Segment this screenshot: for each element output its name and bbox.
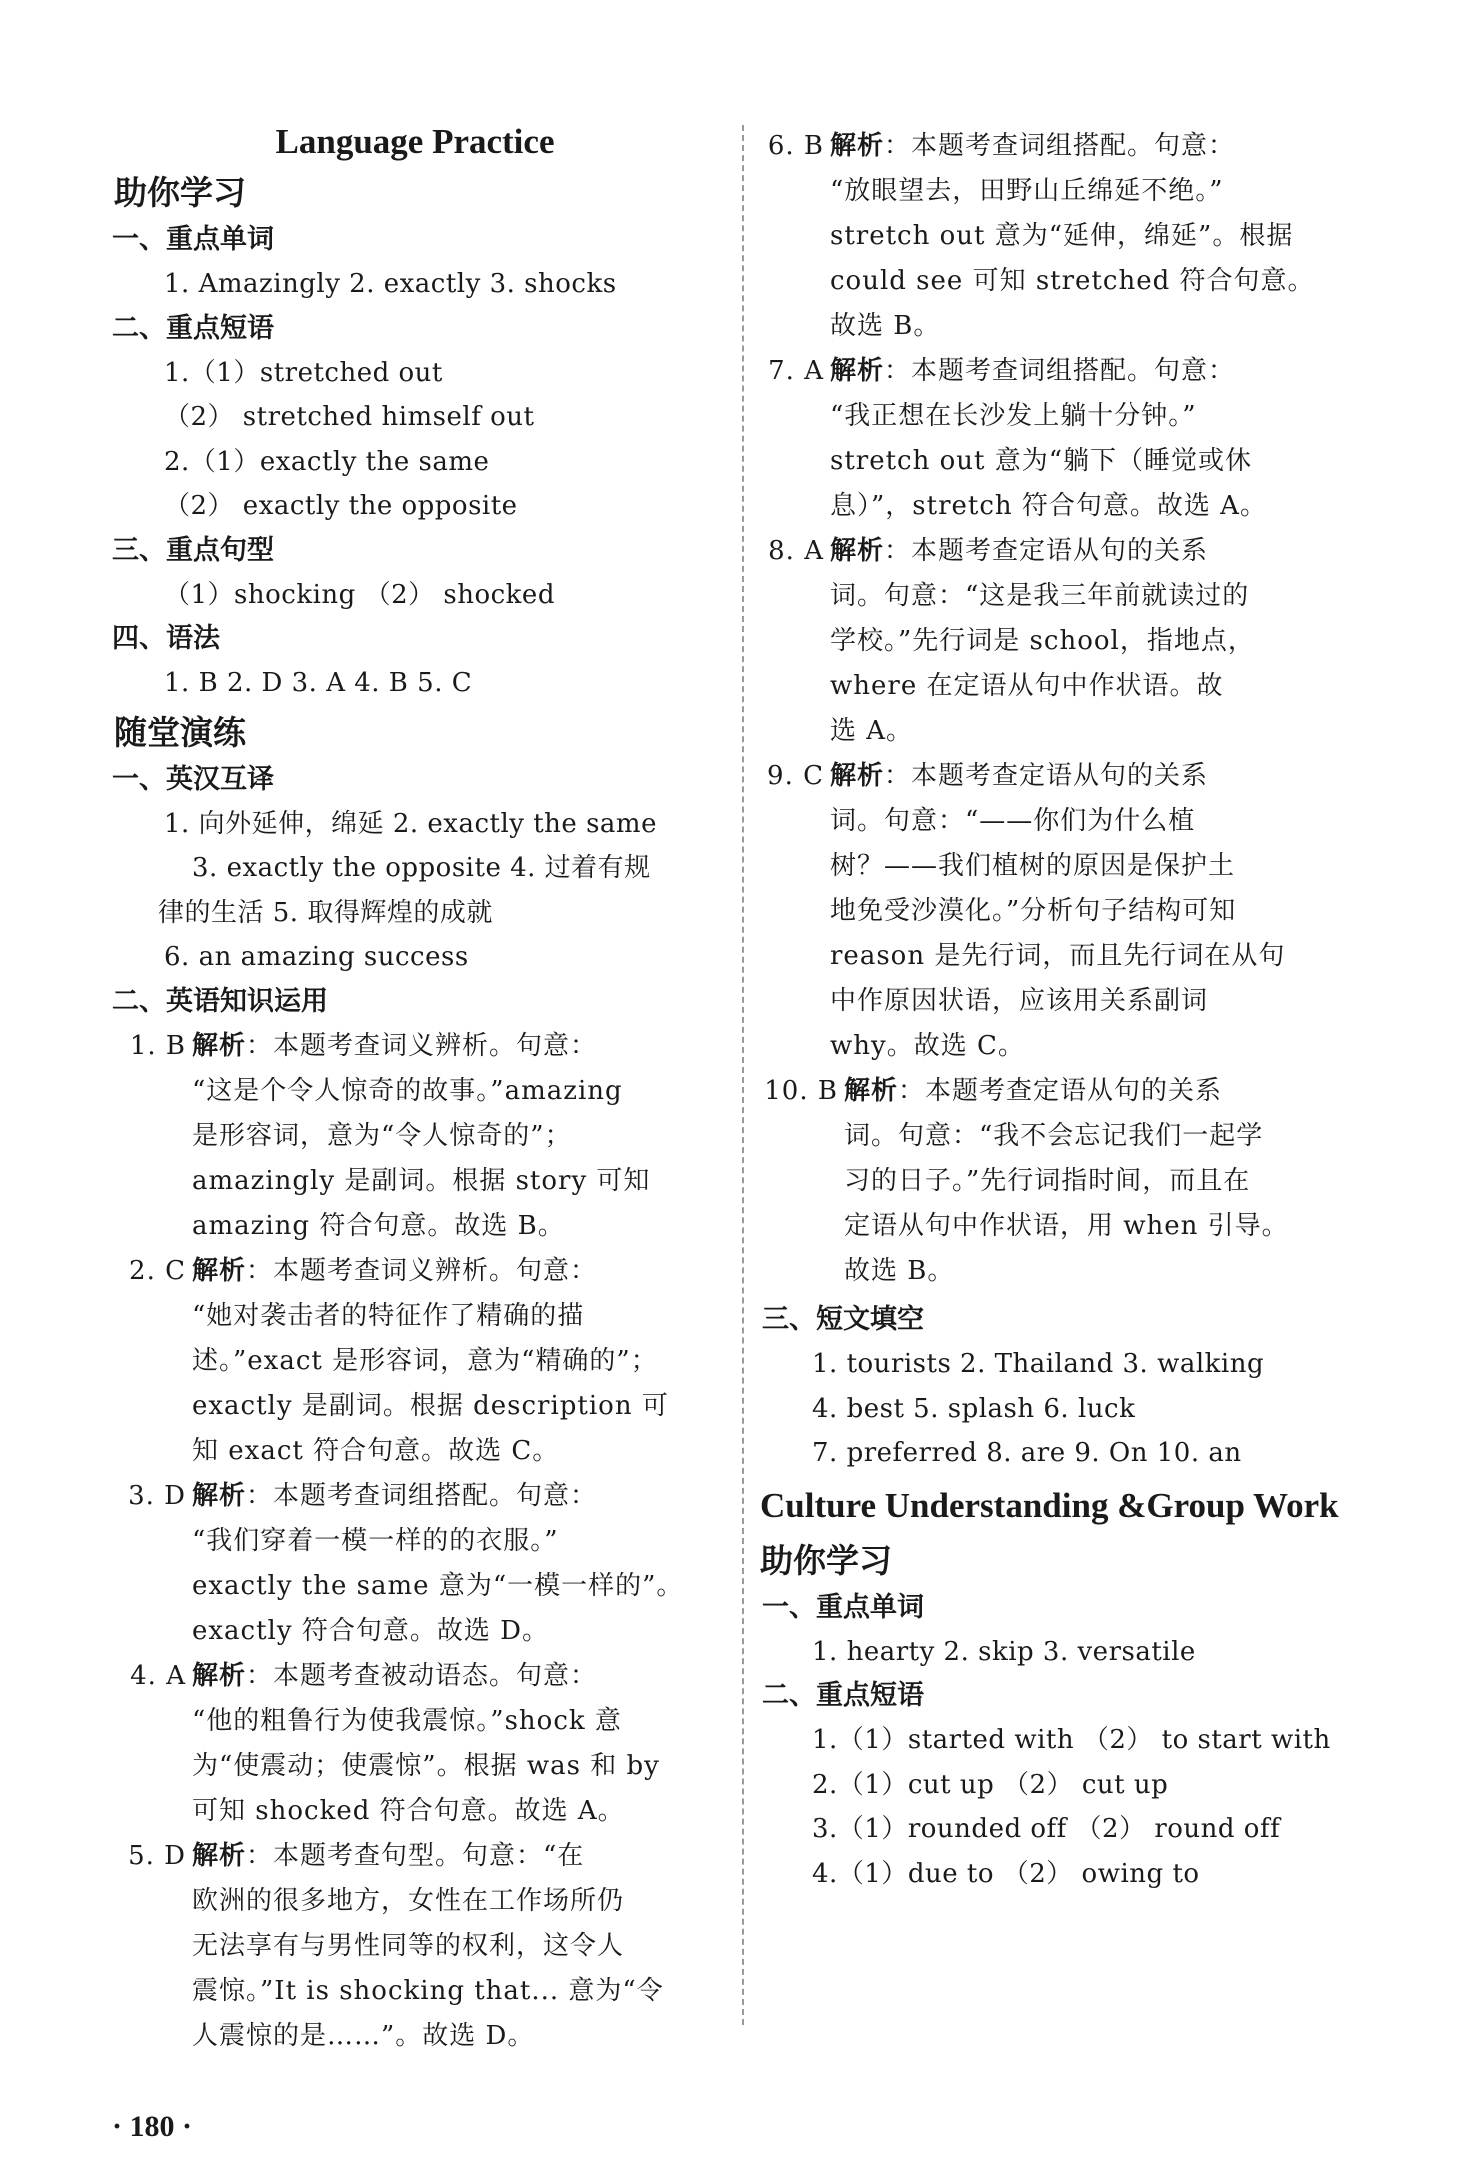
item-number: 9. C bbox=[767, 761, 824, 791]
answer-line: 3. exactly the opposite 4. 过着有规 bbox=[192, 853, 651, 883]
answer-line: 2.（1）exactly the same bbox=[164, 446, 490, 477]
explanation-text: 故选 B。 bbox=[830, 311, 941, 341]
heading-translation: 一、英汉互译 bbox=[112, 763, 274, 795]
explanation-item bbox=[110, 1024, 710, 1249]
explanation-item bbox=[760, 529, 1360, 754]
explanation-text: 无法享有与男性同等的权利，这令人 bbox=[192, 1930, 625, 1961]
column-divider bbox=[742, 125, 744, 2025]
analysis-label: 解析 bbox=[192, 1660, 247, 1691]
explanation-text: 定语从句中作状语，用 when 引导。 bbox=[844, 1211, 1289, 1241]
right-column bbox=[760, 124, 1360, 1896]
analysis-label: 解析 bbox=[192, 1030, 247, 1061]
explanation-text: 息）”，stretch 符合句意。故选 A。 bbox=[830, 491, 1267, 521]
explanation-text: 中作原因状语，应该用关系副词 bbox=[830, 986, 1209, 1016]
explanation-text: ：本题考查词义辨析。句意： bbox=[246, 1030, 598, 1061]
explanation-text: 欧洲的很多地方，女性在工作场所仍 bbox=[192, 1885, 625, 1916]
item-number: 3. D bbox=[128, 1480, 186, 1511]
item-number: 1. B bbox=[129, 1030, 186, 1061]
answer-line: 1. tourists 2. Thailand 3. walking bbox=[812, 1349, 1265, 1379]
explanation-text: ：本题考查词组搭配。句意： bbox=[246, 1480, 598, 1511]
explanation-text: 词。句意：“——你们为什么植 bbox=[830, 806, 1196, 836]
explanation-item bbox=[110, 1834, 710, 2059]
answer-line: 4.（1）due to （2） owing to bbox=[812, 1858, 1200, 1889]
page-number: · 180 · bbox=[112, 2110, 193, 2143]
explanation-item bbox=[110, 1654, 710, 1834]
explanation-text: exactly 是副词。根据 description 可 bbox=[192, 1390, 669, 1421]
explanation-text: 词。句意：“这是我三年前就读过的 bbox=[830, 581, 1250, 611]
item-number: 8. A bbox=[768, 536, 824, 566]
analysis-label: 解析 bbox=[192, 1840, 247, 1871]
answer-line: （1）shocking （2） shocked bbox=[164, 579, 555, 610]
explanation-text: ：本题考查词组搭配。句意： bbox=[884, 131, 1236, 161]
heading-passage-fill: 三、短文填空 bbox=[762, 1304, 924, 1335]
explanation-text: why。故选 C。 bbox=[830, 1031, 1025, 1061]
answer-line: 1.（1）started with （2） to start with bbox=[812, 1725, 1331, 1755]
answer-line: 3.（1）rounded off （2） round off bbox=[812, 1814, 1281, 1844]
explanation-text: ：本题考查定语从句的关系 bbox=[884, 761, 1209, 791]
explanation-text: 地免受沙漠化。”分析句子结构可知 bbox=[830, 896, 1237, 926]
explanation-text: reason 是先行词，而且先行词在从句 bbox=[830, 941, 1286, 971]
explanation-item bbox=[760, 1069, 1360, 1294]
explanation-text: 知 exact 符合句意。故选 C。 bbox=[192, 1435, 560, 1466]
explanation-text: “放眼望去，田野山丘绵延不绝。” bbox=[830, 176, 1224, 206]
analysis-label: 解析 bbox=[844, 1076, 899, 1106]
answer-line: （2） exactly the opposite bbox=[164, 491, 518, 521]
explanation-text: ：本题考查词义辨析。句意： bbox=[246, 1255, 598, 1286]
heading-grammar: 四、语法 bbox=[112, 623, 220, 654]
analysis-label: 解析 bbox=[192, 1255, 247, 1286]
answer-line: （2） stretched himself out bbox=[164, 402, 535, 432]
explanation-text: “她对袭击者的特征作了精确的描 bbox=[192, 1300, 585, 1331]
explanation-text: “他的粗鲁行为使我震惊。”shock 意 bbox=[192, 1705, 622, 1736]
answer-line: 1. hearty 2. skip 3. versatile bbox=[812, 1636, 1196, 1667]
explanation-text: 震惊。”It is shocking that... 意为“令 bbox=[192, 1975, 664, 2006]
section-title-culture-understanding: Culture Understanding &Group Work bbox=[760, 1485, 1339, 1525]
explanation-text: 词。句意：“我不会忘记我们一起学 bbox=[844, 1121, 1264, 1151]
explanation-text: “我正想在长沙发上躺十分钟。” bbox=[830, 401, 1197, 431]
explanation-text: 选 A。 bbox=[830, 716, 914, 746]
heading-key-sentences: 三、重点句型 bbox=[112, 534, 274, 566]
explanation-text: amazing 符合句意。故选 B。 bbox=[192, 1210, 565, 1241]
explanation-text: where 在定语从句中作状语。故 bbox=[830, 671, 1224, 701]
heading-class-practice: 随堂演练 bbox=[114, 712, 246, 752]
left-column bbox=[110, 118, 710, 2059]
heading-key-phrases: 二、重点短语 bbox=[762, 1680, 924, 1711]
heading-study-help: 助你学习 bbox=[114, 173, 246, 212]
heading-study-help: 助你学习 bbox=[760, 1540, 892, 1580]
explanation-text: 人震惊的是……”。故选 D。 bbox=[192, 2020, 535, 2051]
heading-key-words: 一、重点单词 bbox=[762, 1591, 924, 1623]
explanation-text: stretch out 意为“延伸，绵延”。根据 bbox=[830, 221, 1294, 251]
explanation-text: ：本题考查句型。句意：“在 bbox=[246, 1840, 585, 1871]
analysis-label: 解析 bbox=[830, 356, 885, 386]
heading-key-phrases: 二、重点短语 bbox=[112, 312, 274, 344]
answer-line: 1. B 2. D 3. A 4. B 5. C bbox=[164, 668, 473, 698]
answer-line: 4. best 5. splash 6. luck bbox=[812, 1393, 1136, 1424]
analysis-label: 解析 bbox=[830, 131, 885, 161]
answer-line: 1. Amazingly 2. exactly 3. shocks bbox=[164, 269, 617, 299]
section-title-language-practice: Language Practice bbox=[275, 122, 555, 161]
answer-line: 1.（1）stretched out bbox=[164, 357, 443, 388]
item-number: 7. A bbox=[768, 356, 824, 386]
analysis-label: 解析 bbox=[830, 536, 885, 566]
heading-english-usage: 二、英语知识运用 bbox=[112, 985, 328, 1017]
explanation-text: “我们穿着一模一样的的衣服。” bbox=[192, 1525, 559, 1556]
explanation-item bbox=[760, 124, 1360, 349]
answer-line: 2.（1）cut up （2） cut up bbox=[812, 1769, 1169, 1800]
answer-line: 1. 向外延伸，绵延 2. exactly the same bbox=[164, 808, 657, 839]
explanation-text: 树？——我们植树的原因是保护土 bbox=[830, 851, 1236, 881]
analysis-label: 解析 bbox=[192, 1480, 247, 1511]
explanation-text: 习的日子。”先行词指时间，而且在 bbox=[844, 1166, 1251, 1196]
explanation-text: exactly the same 意为“一模一样的”。 bbox=[192, 1570, 684, 1601]
explanation-text: 可知 shocked 符合句意。故选 A。 bbox=[192, 1795, 625, 1826]
explanation-text: ：本题考查被动语态。句意： bbox=[246, 1660, 598, 1691]
explanation-text: could see 可知 stretched 符合句意。 bbox=[830, 266, 1315, 296]
item-number: 4. A bbox=[130, 1660, 186, 1691]
explanation-text: 是形容词，意为“令人惊奇的”； bbox=[192, 1120, 572, 1151]
item-number: 2. C bbox=[129, 1255, 186, 1286]
explanation-text: exactly 符合句意。故选 D。 bbox=[192, 1615, 549, 1646]
answer-line: 7. preferred 8. are 9. On 10. an bbox=[812, 1438, 1242, 1468]
explanation-text: amazingly 是副词。根据 story 可知 bbox=[192, 1165, 651, 1196]
explanation-text: 为“使震动；使震惊”。根据 was 和 by bbox=[192, 1750, 660, 1781]
explanation-text: “这是个令人惊奇的故事。”amazing bbox=[192, 1075, 623, 1106]
answer-line: 6. an amazing success bbox=[164, 942, 469, 972]
explanation-text: 述。”exact 是形容词，意为“精确的”； bbox=[192, 1345, 658, 1376]
explanation-item bbox=[760, 754, 1360, 1069]
explanation-text: ：本题考查定语从句的关系 bbox=[898, 1076, 1223, 1106]
explanation-item bbox=[760, 349, 1360, 529]
explanation-text: ：本题考查词组搭配。句意： bbox=[884, 356, 1236, 386]
analysis-label: 解析 bbox=[830, 761, 885, 791]
item-number: 5. D bbox=[128, 1840, 186, 1871]
explanation-text: ：本题考查定语从句的关系 bbox=[884, 536, 1209, 566]
explanation-text: 学校。”先行词是 school，指地点， bbox=[830, 626, 1255, 656]
explanation-text: 故选 B。 bbox=[844, 1256, 955, 1286]
explanation-item bbox=[110, 1474, 710, 1654]
explanation-item bbox=[110, 1249, 710, 1474]
item-number: 10. B bbox=[764, 1076, 838, 1106]
explanation-text: stretch out 意为“躺下（睡觉或休 bbox=[830, 446, 1253, 476]
answer-line: 律的生活 5. 取得辉煌的成就 bbox=[158, 897, 493, 928]
item-number: 6. B bbox=[767, 131, 824, 161]
heading-key-words: 一、重点单词 bbox=[112, 224, 274, 255]
